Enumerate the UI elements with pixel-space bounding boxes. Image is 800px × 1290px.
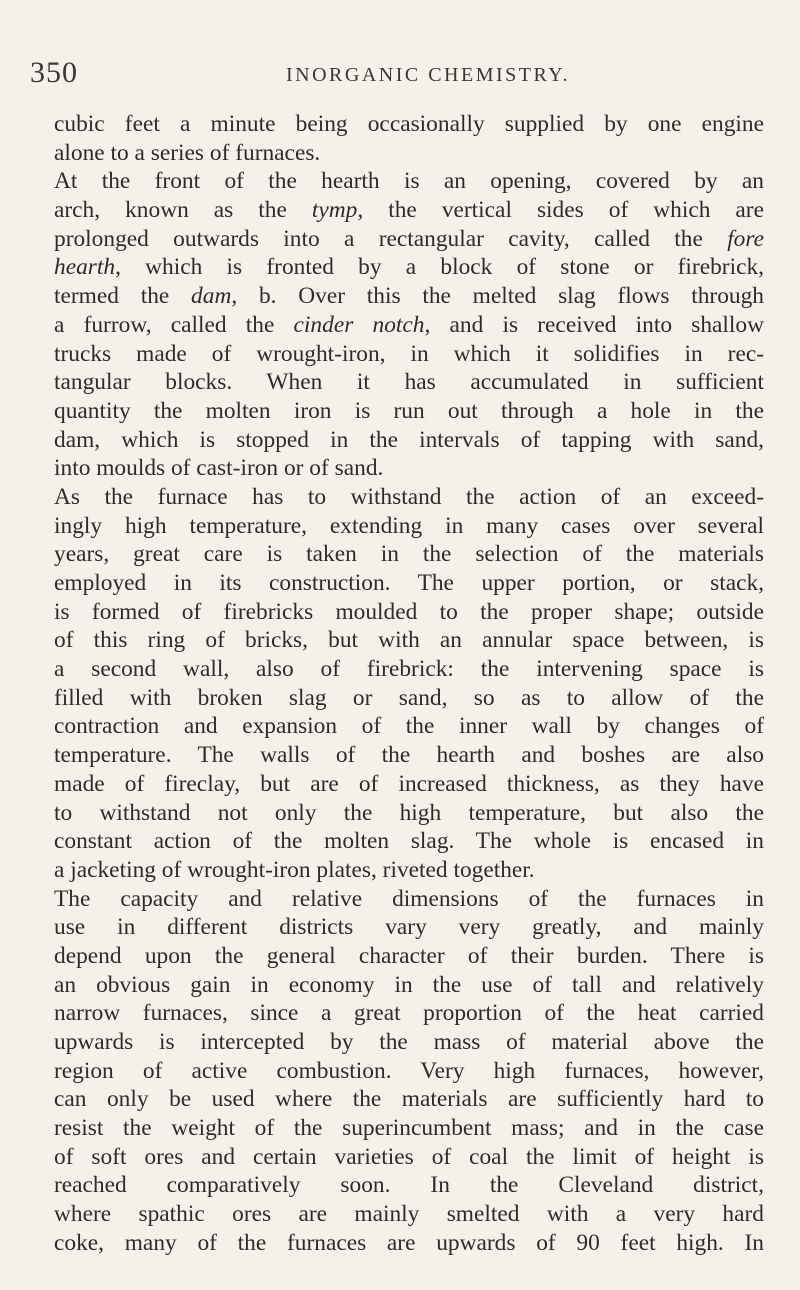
text-line: into moulds of cast-iron or of sand. bbox=[54, 455, 384, 482]
text-line: reached comparatively soon. In the Cleveland district, bbox=[54, 1172, 764, 1199]
text-line: of this ring of bricks, but with an annular space between, is bbox=[54, 627, 764, 654]
text-line bbox=[54, 253, 764, 282]
text-line: upwards is intercepted by the mass of material above the bbox=[54, 1029, 764, 1055]
text-line: can only be used where the materials are sufficiently hard to bbox=[54, 1086, 764, 1113]
text-line: of soft ores and certain varieties of coal the limit of height is bbox=[54, 1143, 764, 1170]
italic-term: fore bbox=[727, 225, 764, 252]
text-line: is formed of firebricks moulded to the proper shape; outside bbox=[54, 598, 764, 625]
text-line: contraction and expansion of the inner wall by changes of bbox=[54, 713, 764, 740]
running-title: INORGANIC CHEMISTRY. bbox=[286, 64, 571, 86]
italic-term: cinder notch bbox=[293, 311, 425, 338]
text-line: trucks made of wrought-iron, in which it solidifies in rec- bbox=[54, 340, 764, 367]
text-line-content: prolonged outwards into a rectangular cavity, called the fore bbox=[54, 225, 764, 252]
text-line: depend upon the general character of their burden. There is bbox=[54, 942, 764, 969]
text-line: resist the weight of the superincumbent mass; and in the case bbox=[54, 1115, 764, 1142]
text-line: At the front of the hearth is an opening, covered by an bbox=[54, 168, 764, 195]
text-line: made of fireclay, but are of increased thickness, as they have bbox=[54, 770, 764, 797]
italic-term: tymp bbox=[311, 197, 358, 224]
text-line: ingly high temperature, extending in many cases over several bbox=[54, 512, 764, 539]
page-number: 350 bbox=[30, 56, 78, 89]
body-text bbox=[54, 110, 764, 1258]
text-line bbox=[54, 225, 764, 254]
text-line: an obvious gain in economy in the use of tall and relatively bbox=[54, 971, 764, 998]
text-line: As the furnace has to withstand the action of an exceed- bbox=[54, 483, 764, 510]
text-line: to withstand not only the high temperature, but also the bbox=[54, 799, 764, 826]
text-line: quantity the molten iron is run out through a hole in the bbox=[54, 397, 764, 424]
text-line: a second wall, also of firebrick: the intervening space is bbox=[54, 656, 764, 683]
text-line: cubic feet a minute being occasionally supplied by one engine bbox=[54, 111, 764, 137]
italic-term: hearth bbox=[54, 254, 116, 281]
text-line: where spathic ores are mainly smelted with a very hard bbox=[54, 1201, 764, 1228]
text-line-content: arch, known as the tymp, the vertical sides of which are bbox=[54, 197, 764, 224]
text-line: alone to a series of furnaces. bbox=[54, 139, 321, 166]
text-line: region of active combustion. Very high furnaces, however, bbox=[54, 1057, 764, 1084]
text-line bbox=[54, 196, 764, 225]
text-line: filled with broken slag or sand, so as to allow of the bbox=[54, 684, 764, 711]
text-line: narrow furnaces, since a great proportion of the heat carried bbox=[54, 1000, 764, 1027]
text-line: The capacity and relative dimensions of the furnaces in bbox=[54, 885, 764, 912]
text-line: employed in its construction. The upper portion, or stack, bbox=[54, 570, 764, 596]
text-line bbox=[54, 282, 764, 311]
text-line: tangular blocks. When it has accumulated in sufficient bbox=[54, 369, 764, 396]
text-line: a jacketing of wrought-iron plates, riveted together. bbox=[54, 856, 535, 883]
italic-term: dam bbox=[191, 283, 232, 310]
running-head bbox=[30, 56, 770, 96]
text-line: coke, many of the furnaces are upwards of 90 feet high. In bbox=[54, 1229, 764, 1256]
text-line: use in different districts vary very greatly, and mainly bbox=[54, 914, 764, 941]
text-line-content: a furrow, called the cinder notch, and is received into shallow bbox=[54, 311, 764, 338]
text-line: years, great care is taken in the selection of the materials bbox=[54, 541, 764, 568]
text-line-content: hearth, which is fronted by a block of stone or firebrick, bbox=[54, 254, 764, 281]
text-line-content: termed the dam, b. Over this the melted slag flows through bbox=[54, 283, 765, 310]
text-line: constant action of the molten slag. The whole is encased in bbox=[54, 828, 764, 855]
text-line: dam, which is stopped in the intervals of tapping with sand, bbox=[54, 426, 764, 453]
text-line bbox=[54, 311, 764, 340]
text-line: temperature. The walls of the hearth and boshes are also bbox=[54, 742, 764, 769]
